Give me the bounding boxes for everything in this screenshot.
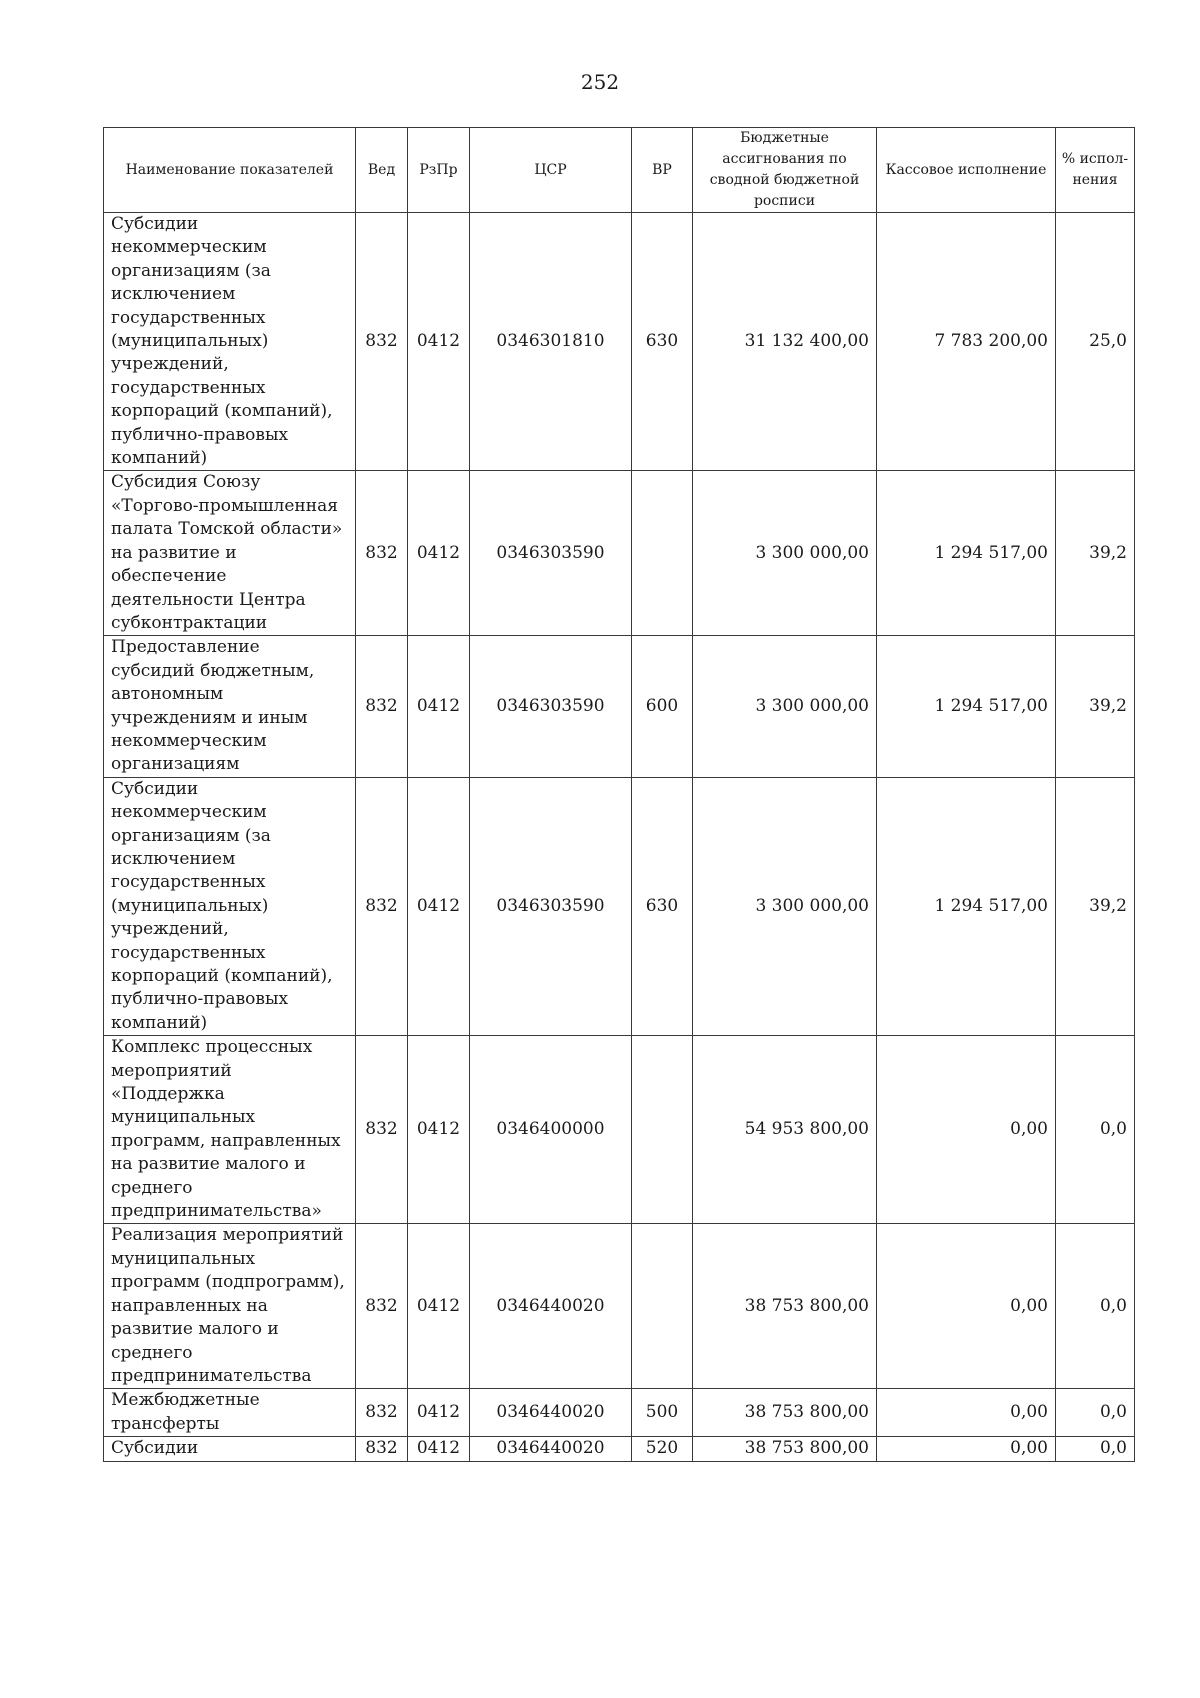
- cell-csr: 0346303590: [470, 636, 632, 777]
- table-row: [104, 213, 1135, 471]
- table-row: [104, 777, 1135, 1035]
- cell-rzpr: 0412: [408, 213, 470, 471]
- budget-execution-table: [103, 127, 1135, 1462]
- cell-percent: 39,2: [1056, 471, 1135, 636]
- cell-ved: 832: [356, 1036, 408, 1224]
- table-row: [104, 471, 1135, 636]
- cell-csr: 0346303590: [470, 777, 632, 1035]
- cell-cash: 0,00: [877, 1224, 1056, 1389]
- cell-ved: 832: [356, 1224, 408, 1389]
- cell-name: Комплекс процессных мероприятий «Поддержка муниципальных программ, направленных на развитие малого и среднего предпринимательства»: [104, 1036, 356, 1224]
- cell-percent: 0,0: [1056, 1224, 1135, 1389]
- header-percent: % испол-нения: [1056, 128, 1135, 213]
- cell-name: Межбюджетные трансферты: [104, 1389, 356, 1437]
- cell-budget: 3 300 000,00: [693, 471, 877, 636]
- cell-rzpr: 0412: [408, 636, 470, 777]
- cell-ved: 832: [356, 636, 408, 777]
- cell-rzpr: 0412: [408, 471, 470, 636]
- cell-cash: 7 783 200,00: [877, 213, 1056, 471]
- cell-percent: 0,0: [1056, 1036, 1135, 1224]
- cell-cash: 0,00: [877, 1036, 1056, 1224]
- header-csr: ЦСР: [470, 128, 632, 213]
- cell-name: Субсидия Союзу «Торгово-промышленная палата Томской области» на развитие и обеспечение деятельности Центра субконтрактации: [104, 471, 356, 636]
- cell-percent: 39,2: [1056, 636, 1135, 777]
- cell-cash: 1 294 517,00: [877, 777, 1056, 1035]
- cell-vr: [632, 471, 693, 636]
- cell-name: Субсидии некоммерческим организациям (за исключением государственных (муниципальных) учреждений, государственных корпораций (компаний), публично-правовых компаний): [104, 777, 356, 1035]
- cell-percent: 39,2: [1056, 777, 1135, 1035]
- cell-budget: 3 300 000,00: [693, 636, 877, 777]
- cell-budget: 54 953 800,00: [693, 1036, 877, 1224]
- cell-rzpr: 0412: [408, 1224, 470, 1389]
- cell-cash: 1 294 517,00: [877, 471, 1056, 636]
- cell-ved: 832: [356, 1389, 408, 1437]
- cell-vr: 630: [632, 777, 693, 1035]
- table-row: [104, 1389, 1135, 1437]
- cell-rzpr: 0412: [408, 1389, 470, 1437]
- cell-budget: 31 132 400,00: [693, 213, 877, 471]
- table-row: [104, 1224, 1135, 1389]
- cell-rzpr: 0412: [408, 777, 470, 1035]
- cell-budget: 38 753 800,00: [693, 1437, 877, 1461]
- cell-cash: 0,00: [877, 1389, 1056, 1437]
- table-row: [104, 1036, 1135, 1224]
- cell-ved: 832: [356, 213, 408, 471]
- cell-budget: 38 753 800,00: [693, 1224, 877, 1389]
- header-name: Наименование показателей: [104, 128, 356, 213]
- cell-percent: 0,0: [1056, 1389, 1135, 1437]
- cell-ved: 832: [356, 777, 408, 1035]
- cell-vr: [632, 1224, 693, 1389]
- cell-budget: 3 300 000,00: [693, 777, 877, 1035]
- table-row: [104, 636, 1135, 777]
- cell-rzpr: 0412: [408, 1036, 470, 1224]
- table-row: [104, 1437, 1135, 1461]
- cell-ved: 832: [356, 471, 408, 636]
- cell-csr: 0346440020: [470, 1389, 632, 1437]
- cell-name: Реализация мероприятий муниципальных программ (подпрограмм), направленных на развитие малого и среднего предпринимательства: [104, 1224, 356, 1389]
- cell-csr: 0346440020: [470, 1224, 632, 1389]
- header-vr: ВР: [632, 128, 693, 213]
- cell-cash: 0,00: [877, 1437, 1056, 1461]
- cell-csr: 0346303590: [470, 471, 632, 636]
- cell-vr: 630: [632, 213, 693, 471]
- cell-csr: 0346400000: [470, 1036, 632, 1224]
- cell-vr: 600: [632, 636, 693, 777]
- cell-name: Предоставление субсидий бюджетным, автономным учреждениям и иным некоммерческим организациям: [104, 636, 356, 777]
- cell-cash: 1 294 517,00: [877, 636, 1056, 777]
- cell-percent: 0,0: [1056, 1437, 1135, 1461]
- cell-rzpr: 0412: [408, 1437, 470, 1461]
- cell-vr: 500: [632, 1389, 693, 1437]
- header-budget: Бюджетные ассигнования по сводной бюджетной росписи: [693, 128, 877, 213]
- cell-csr: 0346440020: [470, 1437, 632, 1461]
- cell-vr: [632, 1036, 693, 1224]
- header-rzpr: РзПр: [408, 128, 470, 213]
- header-cash: Кассовое исполнение: [877, 128, 1056, 213]
- cell-vr: 520: [632, 1437, 693, 1461]
- cell-ved: 832: [356, 1437, 408, 1461]
- page-number: 252: [580, 70, 620, 94]
- header-ved: Вед: [356, 128, 408, 213]
- cell-budget: 38 753 800,00: [693, 1389, 877, 1437]
- table-header-row: [104, 128, 1135, 213]
- cell-percent: 25,0: [1056, 213, 1135, 471]
- cell-name: Субсидии: [104, 1437, 356, 1461]
- cell-name: Субсидии некоммерческим организациям (за исключением государственных (муниципальных) учреждений, государственных корпораций (компаний), публично-правовых компаний): [104, 213, 356, 471]
- cell-csr: 0346301810: [470, 213, 632, 471]
